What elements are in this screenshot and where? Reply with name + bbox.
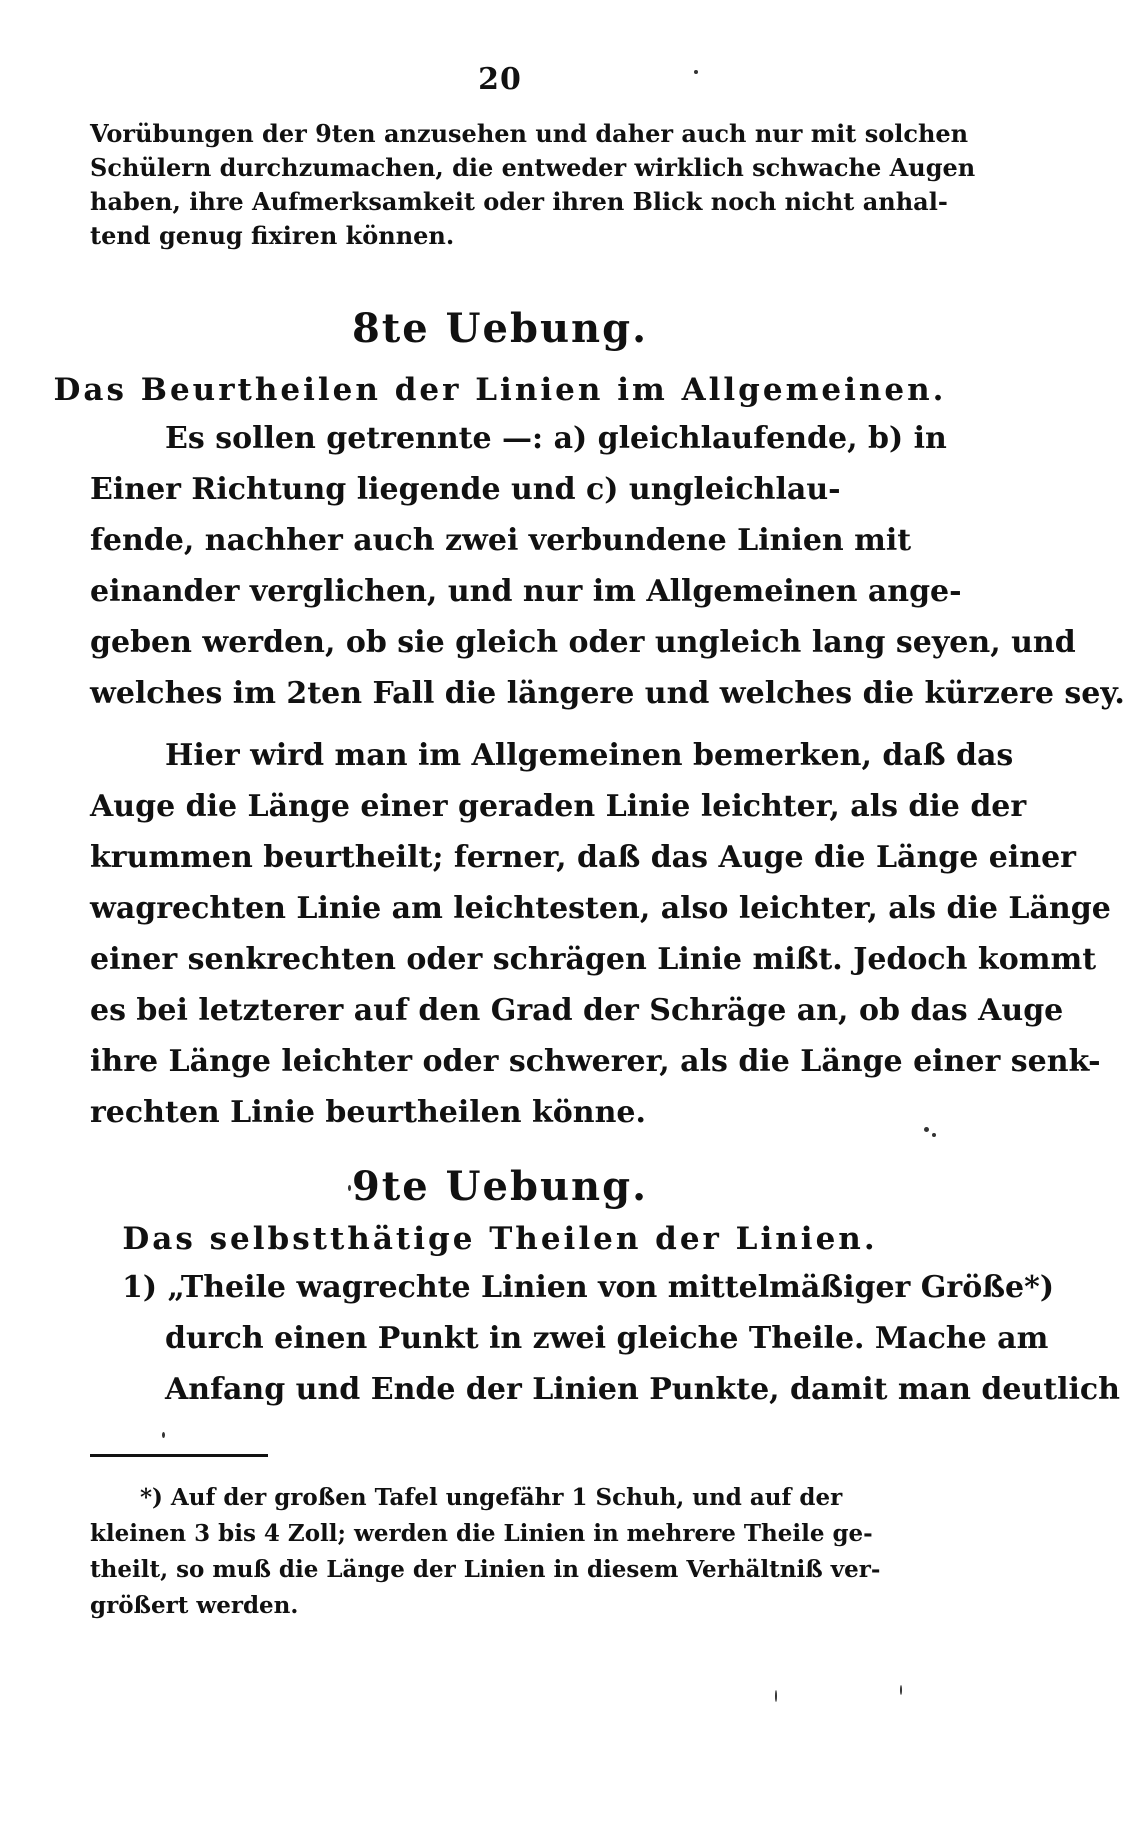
scan-speck xyxy=(775,1690,777,1702)
intro-line: Schülern durchzumachen, die entweder wirklich schwache Augen xyxy=(90,153,976,182)
section-8-paragraph-line: welches im 2ten Fall die längere und welches die kürzere sey. xyxy=(90,676,1125,711)
scan-speck xyxy=(694,70,698,74)
footnote-line: theilt, so muß die Länge der Linien in diesem Verhältniß ver- xyxy=(90,1556,881,1583)
section-9-item-line: durch einen Punkt in zwei gleiche Theile. Mache am xyxy=(165,1321,1049,1356)
section-8-title: 8te Uebung. xyxy=(351,305,649,352)
intro-line: haben, ihre Aufmerksamkeit oder ihren Blick noch nicht anhal- xyxy=(90,187,948,216)
footnote-line: größert werden. xyxy=(90,1592,299,1619)
scan-speck xyxy=(348,1185,351,1191)
section-9-title: 9te Uebung. xyxy=(351,1163,649,1210)
section-8-paragraph-line: ihre Länge leichter oder schwerer, als die Länge einer senk- xyxy=(90,1044,1101,1079)
scan-speck xyxy=(162,1432,165,1438)
footnote-line: kleinen 3 bis 4 Zoll; werden die Linien in mehrere Theile ge- xyxy=(90,1520,873,1547)
section-9-item-line: 1) „Theile wagrechte Linien von mittelmäßiger Größe*) xyxy=(122,1270,1055,1305)
section-8-paragraph-line: krummen beurtheilt; ferner, daß das Auge die Länge einer xyxy=(90,840,1076,875)
section-8-paragraph-line: einer senkrechten oder schrägen Linie mißt. Jedoch kommt xyxy=(90,942,1097,977)
section-8-paragraph-line: Es sollen getrennte —: a) gleichlaufende, b) in xyxy=(165,421,947,456)
scan-speck xyxy=(932,1133,936,1137)
footnote-separator xyxy=(90,1454,268,1457)
page-number: 20 xyxy=(478,62,522,97)
intro-line: tend genug fixiren können. xyxy=(90,221,455,250)
section-8-subtitle: Das Beurtheilen der Linien im Allgemeinen. xyxy=(53,372,947,408)
section-8-paragraph-line: wagrechten Linie am leichtesten, also leichter, als die Länge xyxy=(90,891,1111,926)
section-8-paragraph-line: Auge die Länge einer geraden Linie leichter, als die der xyxy=(90,789,1027,824)
section-8-paragraph-line: einander verglichen, und nur im Allgemeinen ange- xyxy=(90,574,962,609)
intro-line: Vorübungen der 9ten anzusehen und daher auch nur mit solchen xyxy=(90,119,969,148)
section-8-paragraph-line: geben werden, ob sie gleich oder ungleich lang seyen, und xyxy=(90,625,1076,660)
section-8-paragraph-line: rechten Linie beurtheilen könne. xyxy=(90,1095,646,1130)
section-8-paragraph-line: fende, nachher auch zwei verbundene Linien mit xyxy=(90,523,912,558)
section-8-paragraph-line: es bei letzterer auf den Grad der Schräge an, ob das Auge xyxy=(90,993,1064,1028)
section-8-paragraph-line: Einer Richtung liegende und c) ungleichlau- xyxy=(90,472,841,507)
scan-speck xyxy=(900,1685,902,1695)
section-8-paragraph-line: Hier wird man im Allgemeinen bemerken, daß das xyxy=(165,738,1014,773)
section-9-item-line: Anfang und Ende der Linien Punkte, damit man deutlich xyxy=(165,1372,1120,1407)
footnote-line: *) Auf der großen Tafel ungefähr 1 Schuh, und auf der xyxy=(140,1484,843,1511)
section-9-subtitle: Das selbstthätige Theilen der Linien. xyxy=(122,1221,878,1257)
scan-speck xyxy=(924,1127,929,1132)
